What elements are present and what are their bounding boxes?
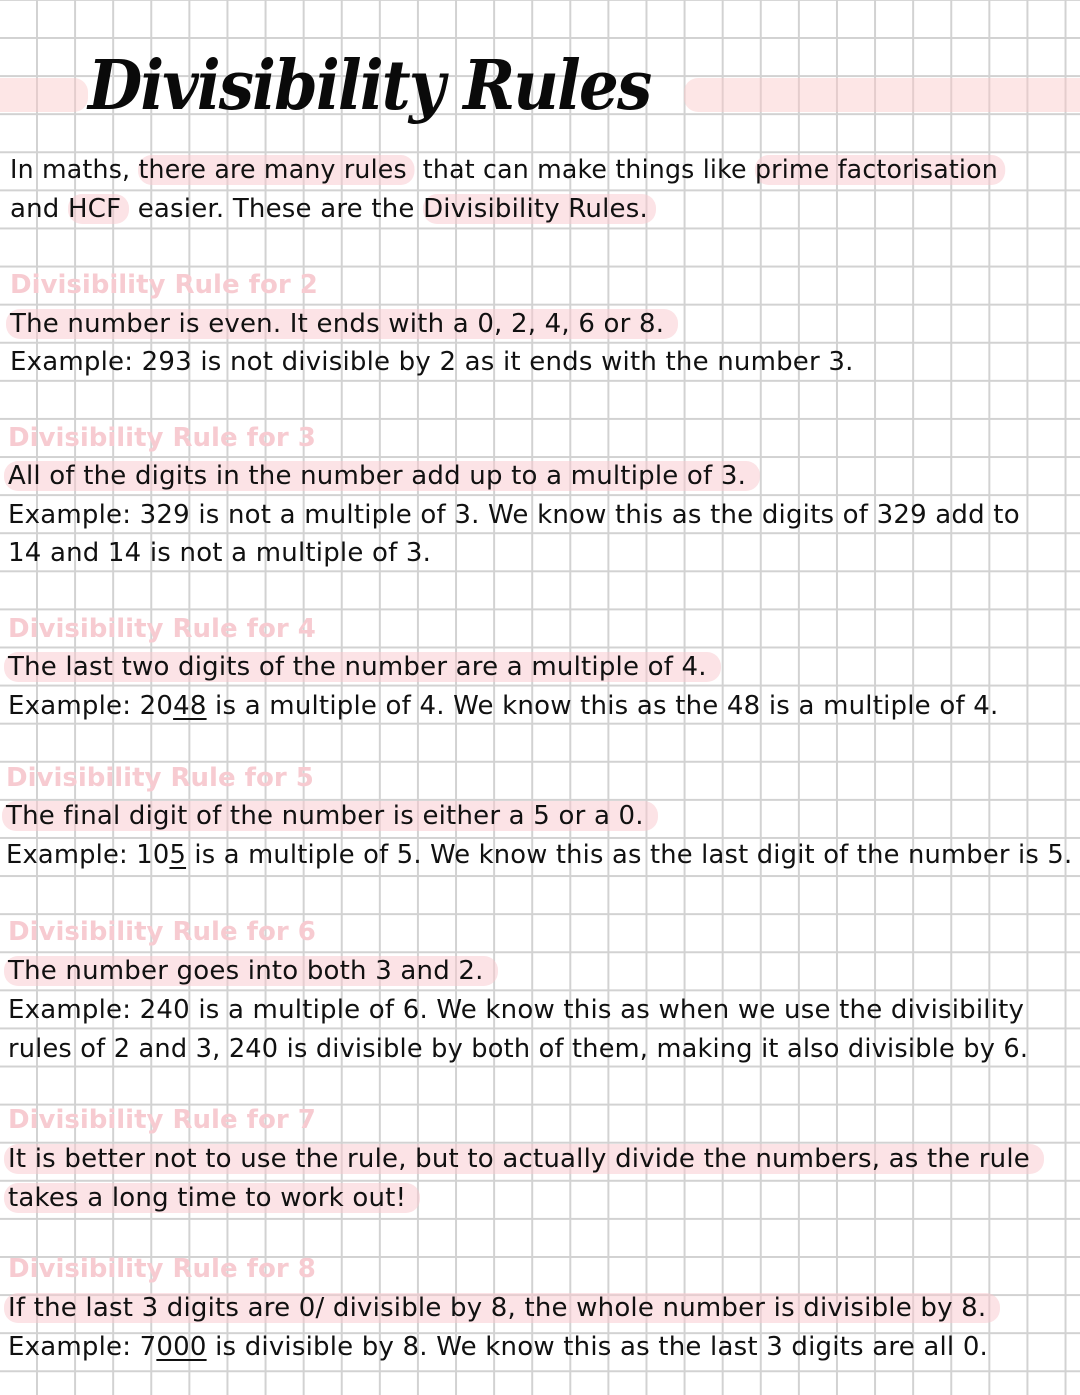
example-text: rules of 2 and 3, 240 is divisible by both of them, making it also divisible by 6. [8,1034,1029,1064]
intro-highlight: there are many rules [138,155,414,185]
intro-text: and [10,194,68,224]
section-heading: Divisibility Rule for 8 [8,1254,316,1284]
intro-text: that can make things like [414,155,755,185]
intro-line-1 [10,151,1006,189]
example-post: is divisible by 8. We know this as the last 3 digits are all 0. [206,1332,989,1362]
section-heading: Divisibility Rule for 4 [8,614,316,644]
section-heading: Divisibility Rule for 5 [6,763,314,793]
intro-highlight: Divisibility Rules. [423,194,656,224]
intro-text: easier. These are the [129,194,424,224]
rule-text [6,797,658,835]
example-text: 14 and 14 is not a multiple of 3. [8,538,432,568]
example-text: Example: 293 is not divisible by 2 as it ends with the number 3. [10,347,854,377]
underlined-digits: 5 [169,840,187,870]
rule-text [8,1140,1044,1178]
rule-text [8,648,721,686]
title-highlight-right [684,78,1080,112]
intro-text: In maths, [10,155,139,185]
section-heading: Divisibility Rule for 3 [8,423,316,453]
underlined-digits: 000 [156,1332,207,1362]
rule-highlight: It is better not to use the rule, but to actually divide the numbers, as the rule [4,1144,1044,1174]
example-pre: Example: 7 [8,1332,157,1362]
example-pre: Example: 20 [8,691,174,721]
page-title: Divisibility Rules [88,46,651,126]
rule-highlight: takes a long time to work out! [4,1183,420,1213]
rule-highlight: All of the digits in the number add up to a multiple of 3. [4,461,760,491]
example-pre: Example: 10 [6,840,170,870]
rule-highlight: If the last 3 digits are 0/ divisible by 8, the whole number is divisible by 8. [4,1293,1000,1323]
example-post: is a multiple of 5. We know this as the last digit of the number is 5. [186,840,1073,870]
example-post: is a multiple of 4. We know this as the 48 is a multiple of 4. [206,691,999,721]
example-text: Example: 329 is not a multiple of 3. We know this as the digits of 329 add to [8,500,1020,530]
rule-highlight: The last two digits of the number are a multiple of 4. [4,652,721,682]
example-text [8,687,998,725]
section-heading: Divisibility Rule for 7 [8,1105,316,1135]
title-highlight-left [0,78,88,112]
underlined-digits: 48 [173,691,207,721]
example-text [8,1328,988,1366]
section-heading: Divisibility Rule for 2 [10,270,318,300]
rule-highlight: The final digit of the number is either a 5 or a 0. [2,801,658,831]
rule-highlight: The number goes into both 3 and 2. [4,956,498,986]
example-text [6,836,1072,874]
intro-highlight: HCF [68,194,129,224]
intro-highlight: prime factorisation [755,155,1006,185]
intro-line-2 [10,190,656,228]
rule-text [8,457,760,495]
example-text: Example: 240 is a multiple of 6. We know this as when we use the divisibility [8,995,1025,1025]
rule-text [8,952,498,990]
section-heading: Divisibility Rule for 6 [8,917,316,947]
rule-text [8,1289,1000,1327]
rule-highlight: The number is even. It ends with a 0, 2, 4, 6 or 8. [6,309,678,339]
rule-text [8,1179,420,1217]
rule-text [10,305,678,343]
